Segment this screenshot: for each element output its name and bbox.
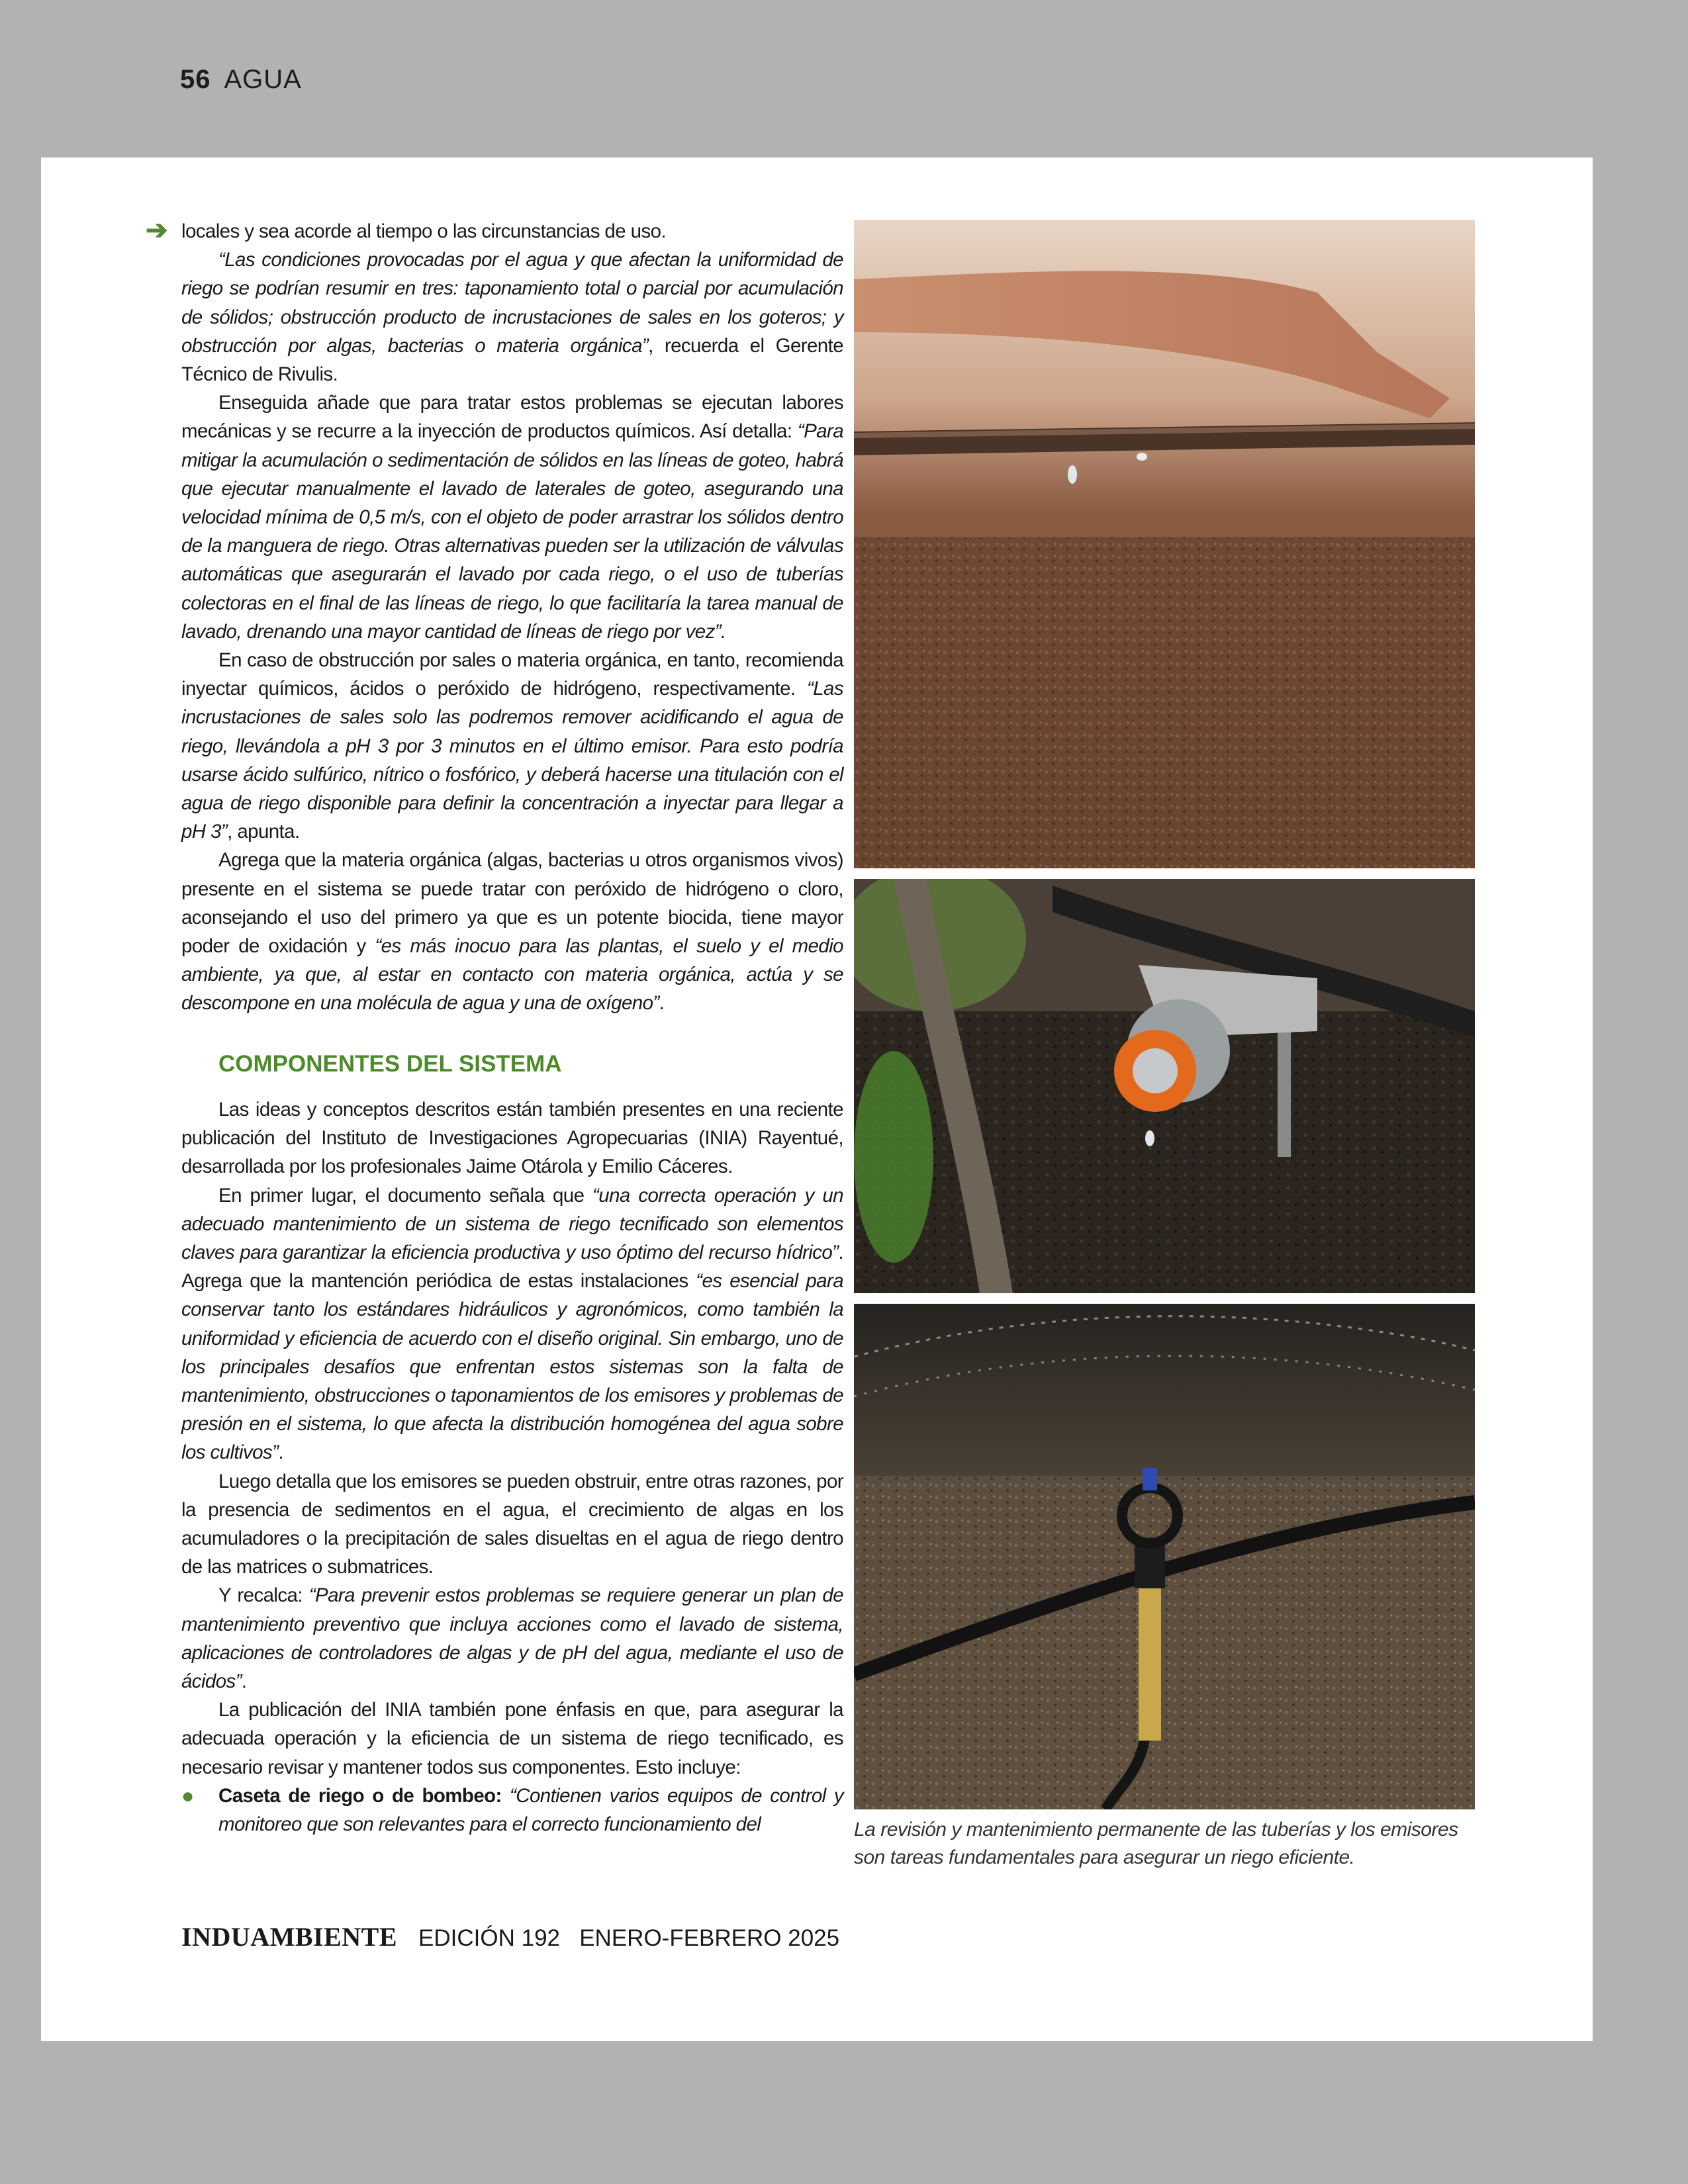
paragraph [181,846,843,1017]
magazine-logo: INDUAMBIENTE [181,1922,398,1952]
list-item-label: Caseta de riego o de bombeo: [218,1784,510,1807]
paragraph [181,388,843,646]
text: En primer lugar, el documento señala que [218,1184,593,1206]
running-header [180,65,302,95]
paragraph [181,246,843,388]
bullet-dot-icon: ● [181,1783,194,1807]
quote: “una correcta operación y un adecuado mantenimiento de un sistema de riego tecnificado son elementos claves para garantizar la eficiencia productiva y uso óptimo del recurso hídrico” [181,1184,843,1263]
quote: “Para mitigar la acumulación o sedimentación de sólidos en las líneas de goteo, habrá que ejecutar manualmente el lavado de laterales de goteo, asegurando una velocidad mínima de 0,5 m/s, con el objeto de poder arrastrar los sólidos dentro de la manguera de riego. Otras alternativas pueden ser la utilización de válvulas automáticas que asegurarán el lavado por cada riego, o el uso de tuberías colectoras en el final de las líneas de riego, lo que facilitaría la tarea manual de lavado, drenando una mayor cantidad de líneas de riego por vez”. [181,420,843,643]
quote: “Las incrustaciones de sales solo las podremos remover acidificando el agua de riego, llevándola a pH 3 por 3 minutos en el último emisor. Para esto podría usarse ácido sulfúrico, nítrico o fosfórico, y deberá hacerse una titulación con el agua de riego disponible para definir la concentración a inyectar para llegar a pH 3” [181,678,843,843]
paragraph: Luego detalla que los emisores se pueden obstruir, entre otras razones, por la presencia de sedimentos en el agua, el crecimiento de algas en los acumuladores o la precipitación de sales disueltas en el agua de riego dentro de las matrices o submatrices. [181,1470,843,1578]
text: . Agrega que la mantención periódica de estas instalaciones [181,1241,843,1293]
paragraph: La publicación del INIA también pone énfasis en que, para asegurar la adecuada operación y la eficiencia de un sistema de riego tecnificado, es necesario revisar y mantener todos sus componentes. Esto incluye: [181,1699,843,1778]
paragraph [181,1181,843,1467]
text: En caso de obstrucción por sales o materia orgánica, en tanto, recomienda inyectar químicos, ácidos o peróxido de hidrógeno, respectivamente. [181,649,843,700]
text: Y recalca: [218,1584,309,1607]
text: , recuerda el Gerente Técnico de Rivulis. [181,334,843,386]
text: . [659,992,665,1015]
edition-date: ENERO-FEBRERO 2025 [579,1925,840,1951]
quote: “Contienen varios equipos de control y monitoreo que son relevantes para el correcto funcionamiento del [218,1784,843,1835]
text: Enseguida añade que para tratar estos problemas se ejecutan labores mecánicas y se recurre a la inyección de productos químicos. Así detalla: [181,392,843,443]
text: Agrega que la materia orgánica (algas, bacterias u otros organismos vivos) presente en el sistema se puede tratar con peróxido de hidrógeno o cloro, aconsejando el uso del primero ya que es un potente biocida, tiene mayor poder de oxidación y [181,849,843,958]
photo-caption: La revisión y mantenimiento permanente de las tuberías y los emisores son tareas fundamentales para asegurar un riego eficiente. [854,1819,1458,1868]
paragraph-continuation: locales y sea acorde al tiempo o las circunstancias de uso. [181,220,667,242]
paragraph: Las ideas y conceptos descritos están también presentes en una reciente publicación del Instituto de Investigaciones Agropecuarias (INIA) Rayentué, desarrollada por los profesionales Jaime Otárola y Emilio Cáceres. [181,1098,843,1178]
edition-number: EDICIÓN 192 [418,1925,561,1951]
text: . [241,1670,247,1692]
page-sheet [41,158,1593,2041]
quote: “es más inocuo para las plantas, el suelo y el medio ambiente, ya que, al estar en contacto con materia orgánica, actúa y se descompone en una molécula de agua y una de oxígeno” [181,935,843,1015]
text: , apunta. [227,821,300,843]
section-subheading: COMPONENTES DEL SISTEMA [218,1050,562,1077]
page-number: 56 [180,65,211,94]
quote: “Para prevenir estos problemas se requiere generar un plan de mantenimiento preventivo que incluya acciones como el lavado de sistema, aplicaciones de controladores de algas y de pH del agua, mediante el uso de ácidos” [181,1584,843,1692]
arrow-right-icon: ➔ [146,216,168,245]
quote: “Las condiciones provocadas por el agua y que afectan la uniformidad de riego se podrían resumir en tres: taponamiento total o parcial por acumulación de sólidos; obstrucción producto de incrustaciones de sales en los goteros; y obstrucción por algas, bacterias o materia orgánica” [181,249,843,357]
list-item [181,1782,843,1839]
section-title: AGUA [224,65,302,94]
photo-emitter-dripping [854,879,1475,1293]
article-column [181,217,843,1839]
quote: “es esencial para conservar tanto los estándares hidráulicos y agronómicos, como también la uniformidad y eficiencia de acuerdo con el diseño original. Sin embargo, uno de los principales desafíos que enfrentan estos sistemas son la falta de mantenimiento, obstrucciones o taponamientos de los emisores y problemas de presión en el sistema, lo que afecta la distribución homogénea del agua sobre los cultivos” [181,1270,844,1464]
paragraph [181,646,843,846]
page-footer [181,1921,839,1952]
paragraph [181,1581,843,1696]
photo-drip-line-hand [854,220,1475,868]
text: . [278,1441,283,1464]
photo-micro-sprinkler [854,1304,1475,1809]
